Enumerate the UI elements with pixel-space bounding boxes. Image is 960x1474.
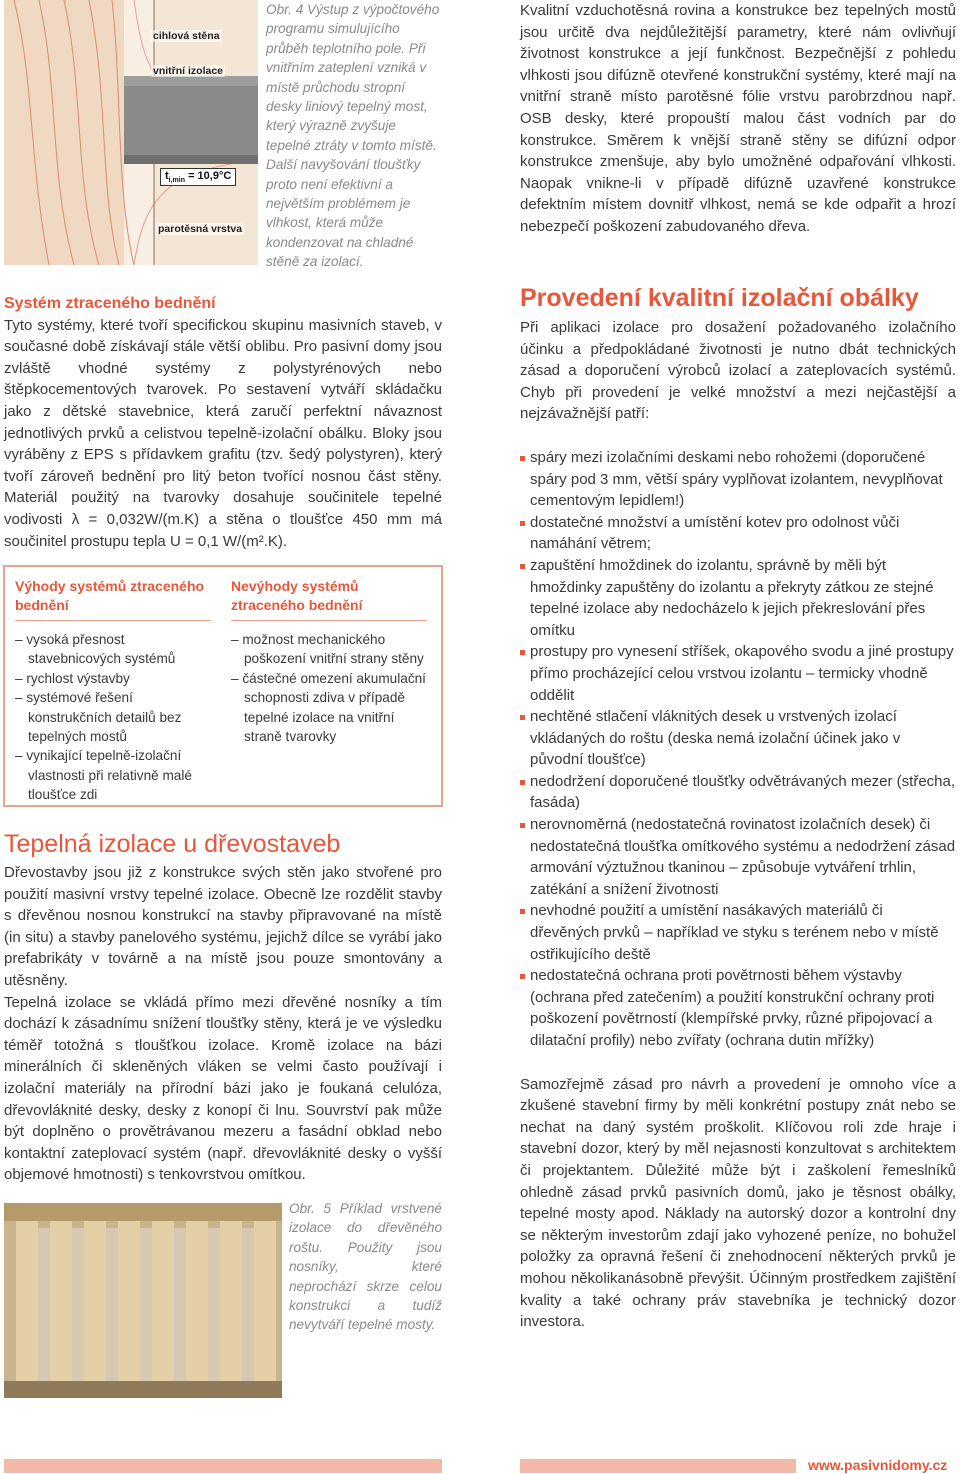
label-min-temperature: $t_{i,min} = 10,9^\circ C$ [160,168,236,186]
timber-paragraph-2: Tepelná izolace se vkládá přímo mezi dřevěné nosníky a tím dochází k zásadnímu snížení tloušťky stěny, která je ve výsledku téměř totožná s tloušťkou izolace. Kromě izolace na bázi minerálních či skleněných vláken se velmi často používají i izolační materiály na přírodní bázi jako je foukaná celulóza, dřevovláknité desky, desky z konopí či lnu. Souvrství pak může být doplněno o provětrávanou mezeru a fasádní obklad nebo kontaktní zateplovací systém (např. dřevovláknité desky o vyšší objemové hmotnosti) s tenkovrstvou omítkou. [4,993,442,1184]
pros-item: – systémové řešení konstrukčních detailů bez tepelných mostů [15,690,182,745]
footer-bar-right [520,1459,796,1473]
cons-item: – částečné omezení akumulační schopnosti zdiva v případě tepelné izolace na vnitřní straně tvarovky [231,670,426,745]
figure-5-caption: Obr. 5 Příklad vrstvené izolace do dřevěného roštu. Použity jsou nosníky, které neprochází skrze celou konstrukci a tudíž nevytváří tepelné mosty. [289,1201,442,1333]
cons-item: – možnost mechanického poškození vnitřní strany stěny [231,632,424,667]
cons-divider [231,620,427,621]
list-item: nedostatečná ochrana proti povětrnosti během výstavby (ochrana před zatečením) a použití konstrukční ochrany proti poškození povětrností (klempířské prvky, různé připojovací a dilatační profily) nebo zvířaty (ochrana dutin mřížky) [520,965,956,1051]
timber-frame-graphic [4,1203,282,1398]
list-item: prostupy pro vynesení stříšek, okapového svodu a jiné prostupy přímo procházející celou vrstvou izolantu – termicky vhodně oddělit [520,641,956,706]
list-item: nedodržení doporučené tloušťky odvětrávaných mezer (střecha, fasáda) [520,771,956,814]
envelope-outro: Samozřejmě zásad pro návrh a provedení je omnoho více a zkušené stavební firmy by měli konkrétní postupy znát nebo se nechat na daný systém proškolit. Klíčovou roli zde hraje i stavební dozor, který by měl nejasnosti konzultovat s architektem či projektantem. Důležité může být i zaškolení řemeslníků ohledně zásad prvků pasivních domů, jako je těsnost obálky, tepelné mosty apod. Náklady na autorský dozor a kontrolní dny se některým investorům zdají jako vyhozené peníze, no bohužel položky za opravná řešení či znehodnocení některých prvků je mohou několikanásobně převýšit. Účinným prostředkem zajištění kvality a také ochrany práv stavebníka je technický dozor investora. [520,1075,956,1331]
list-item: spáry mezi izolačními deskami nebo rohožemi (doporučené spáry pod 3 mm, větší spáry vyplňovat izolantem, nevyplňovat cementovým lepidlem!) [520,447,956,512]
envelope-heading: Provedení kvalitní izolační obálky [520,284,919,312]
pros-item: – rychlost výstavby [15,670,130,686]
list-item: nechtěné stlačení vláknitých desek u vrstvených izolací vkládaných do roštu (deska nemá izolační účinek jako v původní tloušťce) [520,706,956,771]
figure-5-timber-frame-photo [4,1203,282,1398]
lost-formwork-text: Tyto systémy, které tvoří specifickou skupinu masivních staveb, v současné době získávají stále větší oblibu. Pro pasivní domy jsou zvláště vhodné systémy z polystyrénových nebo štěpkocementových tvarovek. Po sestavení vytváří skládačku jako z dětské stavebnice, která zaručí perfektní návaznost jednotlivých prvků a celistvou tepelně-izolační obálku. Bloky jsou vyráběny z EPS s přídavkem grafitu (tzv. šedý polystyren), který tvoří zároveň bednění pro litý beton tvořící nosnou část stěny. Materiál použitý na tvarovky dosahuje součinitele tepelné vodivosti λ = 0,032W/(m.K) a stěna o tloušťce 450 mm má součinitel prostupu tepla U = 0,1 W/(m².K). [4,316,442,550]
cons-column [231,567,431,746]
timber-section [4,827,442,1186]
label-vapor-barrier: parotěsná vrstva [158,223,243,235]
right-intro-paragraph: Kvalitní vzduchotěsná rovina a konstrukce bez tepelných mostů jsou určitě dva nejdůležitější parametry, které nám ovlivňují životnost konstrukce a její funkčnost. Bezpečnější z pohledu vlhkosti jsou difúzně otevřené konstrukční systémy, které mají na vnitřní straně místo parotěsné fólie vrstvu parobrzdnou např. OSB desky, které propouští malou část vodních par do konstrukce. Směrem k vnější straně stěny se difúzní odpor konstrukce zmenšuje, aby bylo umožněné odpařování vlhkosti. Naopak vnikne-li v případě difúzně uzavřené konstrukce defektním místem dovnitř vlhkost, nemá se kde odpařit a hrozí nebezpečí poškození zabudovaného dřeva. [520,2,956,235]
pros-cons-box [3,565,443,807]
envelope-section [520,284,956,1333]
lost-formwork-section [4,293,442,552]
footer-bar-left [4,1459,442,1473]
pros-heading: Výhody systémů ztraceného bednění [15,578,205,614]
lost-formwork-heading: Systém ztraceného bednění [4,295,216,312]
envelope-intro: Při aplikaci izolace pro dosažení požadovaného izolačního účinku a předpokládané životnosti je nutno dbát technických zásad a doporučení výrobců izolací a zateplovacích systémů. Chyb při provedení je velké množství a mezi nejčastější a nejzávažnější patří: [520,319,956,423]
timber-heading: Tepelná izolace u dřevostaveb [4,830,341,858]
cons-heading: Nevýhody systémů ztraceného bednění [231,578,363,614]
label-inner-insulation: vnitřní izolace [153,65,224,77]
label-brick-wall: cihlová stěna [153,30,220,42]
list-item: nevhodné použití a umístění nasákavých materiálů či dřevěných prvků – například ve styku s terénem nebo v místě ostřikujícího deště [520,900,956,965]
list-item: nerovnoměrná (nedostatečná rovinatost izolačních desek) či nedostatečná tloušťka omítkového systému a nedodržení zásad armování výztužnou tkaninou – způsobuje vytváření trhlin, zatékání a snížení životnosti [520,814,956,900]
list-item: zapuštění hmoždinek do izolantu, správně by měli být hmoždinky zapuštěny do izolantu a překryty zátkou ze stejné tepelné izolace aby nedocházelo k jejich překreslování přes omítku [520,555,956,641]
figure-4-caption: Obr. 4 Výstup z výpočtového programu simulujícího průběh teplotního pole. Při vnitřním zateplení vzniká v místě průchodu stropní desky liniový tepelný most, který výrazně zvyšuje tepelné ztráty v tomto místě. Další navyšování tloušťky proto není efektivní a největším problémem je vlhkost, která může kondenzovat na chladné stěně za izolací. [266,2,440,270]
timber-paragraph-1: Dřevostavby jsou již z konstrukce svých stěn jako stvořené pro použití masivní vrstvy tepelné izolace. Obecně lze rozdělit stavby s dřevěnou nosnou konstrukcí na stavby připravované na místě (in situ) a stavby panelového systému, jejichž dílce se vyrábí jako prefabrikáty v továrně a na místě jsou pouze smontovány a utěsněny. [4,864,442,989]
pros-column [15,567,215,805]
envelope-mistakes-list [520,447,956,1052]
pros-list [15,630,215,805]
pros-item: – vysoká přesnost stavebnicových systémů [15,632,176,667]
figure-4-thermal-simulation [4,0,258,265]
footer-website-link[interactable]: www.pasivnidomy.cz [808,1457,948,1473]
pros-item: – vynikající tepelně-izolační vlastnosti při relativně malé tloušťce zdi [15,748,192,803]
pros-divider [15,620,211,621]
list-item: dostatečné množství a umístění kotev pro odolnost vůči namáhání větrem; [520,512,956,555]
cons-list [231,630,431,746]
